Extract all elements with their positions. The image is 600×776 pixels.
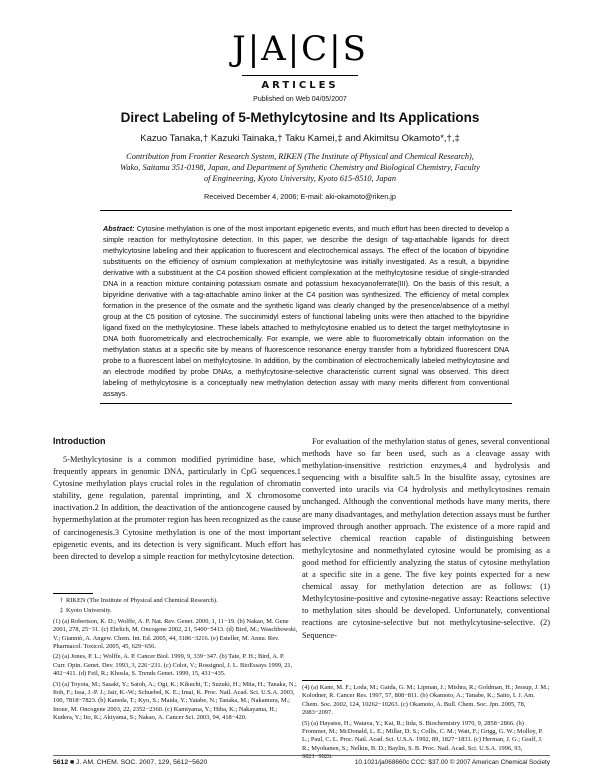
footnotes-left <box>53 597 298 725</box>
jacs-logo: J|A|C|S <box>232 29 368 69</box>
article-title: Direct Labeling of 5-Methylcytosine and Its Applications <box>120 110 480 125</box>
footnotes-right <box>302 684 550 764</box>
section-label: ARTICLES <box>261 80 339 91</box>
footnote: † RIKEN (The Institute of Physical and Chemical Research). <box>59 597 218 604</box>
published-date: Published on Web 04/05/2007 <box>253 96 347 103</box>
footer-citation <box>53 759 207 766</box>
affiliations: Contribution from Frontier Research System, RIKEN (The Institute of Physical and Chemical Research), Wako, Saitama 351-0198, Japan, and Department of Synthetic Chemistry and Biological Chemistry, Faculty of Engineering, Kyoto University, Kyoto 615-8510, Japan <box>120 152 480 183</box>
footer-doi: 10.1021/ja068660c CCC: $37.00 © 2007 American Chemical Society <box>354 759 550 766</box>
received-line: Received December 4, 2006; E-mail: aki-okamoto@riken.jp <box>204 192 396 201</box>
footnote-divider-right <box>302 680 342 681</box>
footnote: (2) (a) Jones, P. L.; Wolffe, A. P. Cancer Biol. 1999, 9, 339−347. (b) Tate, P. H.; Bird, A. P. Curr. Opin. Genet. Dev. 1993, 3, 226−231. (c) Colot, V.; Rossignol, J. L. BioEssays 1999, 21, 402−411. (d) Feil, R.; Khosla, S. Trends Genet. 1999, 15, 431−435. <box>53 653 293 678</box>
section-heading-introduction: Introduction <box>53 436 106 446</box>
abstract-label: Abstract: <box>103 224 135 233</box>
footnote: (5) (a) Hayatsu, H.; Watava, Y.; Kai, R.; Iida, S. Biochemistry 1970, 9, 2858−2866. (b) Frommer, M.; McDonald, L. E.; Millar, D. S.; Collis, C. M.; Watt, F.; Grigg, G. W.; Molloy, P. L.; Paul, C. L. Proc. Natl. Acad. Sci. U.S.A. 1992, 89, 1827−1831. (c) Herman, J. G.; Graff, J. R.; Myohanen, S.; Nelkin, B. D.; Baylin, S. B. Proc. Natl. Acad. Sci. U.S.A. 1996, 93, 9821−9826. <box>302 719 543 761</box>
column-left <box>53 454 301 563</box>
logo-divider <box>242 75 358 76</box>
footnote-divider-left <box>53 593 93 594</box>
intro-paragraph-1: 5-Methylcytosine is a common modified pyrimidine base, which frequently appears in genomic DNA, particularly in CpG sequences.1 Cytosine methylation plays crucial roles in the regulation of chromatin stability, gene regulation, parental imprinting, and X chromosome inactivation.2 In addition, the deactivation of the antioncogene caused by hypermethylation at the promoter region has been recognized as the cause of carcinogenesis.3 Cytosine methylation is one of the most important epigenetic events, and its detection is very significant. Much effort has been directed to develop a simple reaction for methylcytosine detection. <box>53 455 301 561</box>
footnote: ‡ Kyoto University. <box>59 607 112 615</box>
intro-paragraph-2: For evaluation of the methylation status of genes, several conventional methods have so far been used, such as a cleavage assay with methylation-insensitive restriction enzymes,4 and hydrolysis and sequencing with a bisulfite salt.5 In the bisulfite assay, cytosines are converted into uracils via C4 hydrolysis and methylcytosines remain unchanged. Although the conventional methods have many merits, there are many disadvantages, and methylation detection assays must be further improved through another approach. The existence of a more rapid and selective chemical reaction capable of distinguishing between methylcytosine and nonmethylated cytosine would be promising as a good method for efficiently analyzing the status of cytosine methylation at a specific site in a gene. The five key points expected for a new chemical assay for methylation detection are as follows: (1) Methylcytosine-positive and cytosine-negative assay: Reactions selective to methylation sites should be developed. Unfortunately, conventional reactions are cytosine-selective but not methylcytosine-selective. (2) Sequence- <box>302 437 550 640</box>
abstract-text: Cytosine methylation is one of the most important epigenetic events, and much effort has been directed to develop a simple reaction for methylcytosine detection. In this paper, we describe the design of tag-attachable ligands for direct methylcytosine labeling and their application to fluorescent and electrochemical assays. The effect of the location of bipyridine substituents on the efficiency of osmium complexation at methylcytosine was initially investigated. As a result, a bipyridine derivative with a substituent at the C4 position showed efficient complexation at the methylcytosine residue of single-stranded DNA in a reaction mixture containing potassium osmate and potassium hexacyanoferrate(III). On the basis of this result, a bipyridine derivative with a tag-attachable amino linker at the C4 position was synthesized. The efficiency of metal complex formation in the presence of the osmate and the synthetic ligand was clearly changed by the presence/absence of a methyl group at the C5 position of cytosine. The succinimidyl esters of functional labeling units were then attached to the bipyridine ligand fixed on the methylcytosine. These labels attached to methylcytosine enabled us to detect the target methylcytosine in DNA both fluorometrically and electrochemically. For example, we were able to fluorometrically obtain information on the methylation status at a specific site by means of fluorescence resonance energy transfer from a hybridized fluorescent DNA probe to a fluorescent label on methylcytosine. In addition, by the combination of electrochemically labeled methylcytosine and an electrode modified by probe DNAs, a methylcytosine-selective characteristic current signal was observed. This direct labeling of methylcytosine is a conceptually new methylation detection assay with many merits different from conventional assays. <box>103 224 509 398</box>
footnote: (1) (a) Robertson, K. D.; Wolffe, A. P. Nat. Rev. Genet. 2000, 1, 11−19. (b) Nakao, M. Gene 2001, 278, 25−31. (c) Ehrlich, M. Oncogene 2002, 21, 5400−5413. (d) Bird, M.; Waschbowski, V.; Gianniò, A. Angew. Chem. Int. Ed. 2005, 44, 3186−3216. (e) Esteller, M. Annu. Rev. Pharmacol. Toxicol. 2005, 45, 629−656. <box>53 617 298 651</box>
journal-citation: ■ J. AM. CHEM. SOC. 2007, 129, 5612−5620 <box>70 759 208 766</box>
abstract-box <box>100 210 512 404</box>
footnote: (3) (a) Toyota, M.; Sasaki, Y.; Satoh, A.; Ogi, K.; Kikuchi, T.; Suzuki, H.; Mita, H.; Tanaka, N.; Itoh, F.; Issa, J.-P. J.; Jair, K.-W.; Schuebel, K. E.; Imai, K. Proc. Natl. Acad. Sci. U.S.A. 2003, 100, 7818−7823. (b) Kaneda, T.; Kyo, S.; Maida, Y.; Yatabe, N.; Tanaka, M.; Nakamura, M.; Inoue, M. Oncogene 2003, 22, 2352−2360. (c) Kamiyama, Y.; Hiba, K.; Nakayama, H.; Kudera, Y.; Ito, K.; Akiyama, S.; Nakao, A. Cancer Sci. 2003, 94, 418−420. <box>53 680 297 722</box>
column-right <box>302 436 550 642</box>
footnote: (4) (a) Kane, M. F.; Loda, M.; Gaida, G. M.; Lipman, J.; Mishra, R.; Goldman, H.; Jessup, J. M.; Kolodner, R. Cancer Res. 1997, 57, 808−811. (b) Okamoto, A.; Tanabe, K.; Saito, I. J. Am. Chem. Soc. 2002, 124, 10262−10263. (c) Okamoto, A. Bull. Chem. Soc. Jpn. 2005, 78, 2083−2097. <box>302 684 550 717</box>
author-list: Kazuo Tanaka,† Kazuki Tainaka,† Taku Kamei,‡ and Akimitsu Okamoto*,†,‡ <box>140 133 460 144</box>
page-number: 5612 <box>53 759 69 766</box>
footer-divider <box>53 755 550 756</box>
